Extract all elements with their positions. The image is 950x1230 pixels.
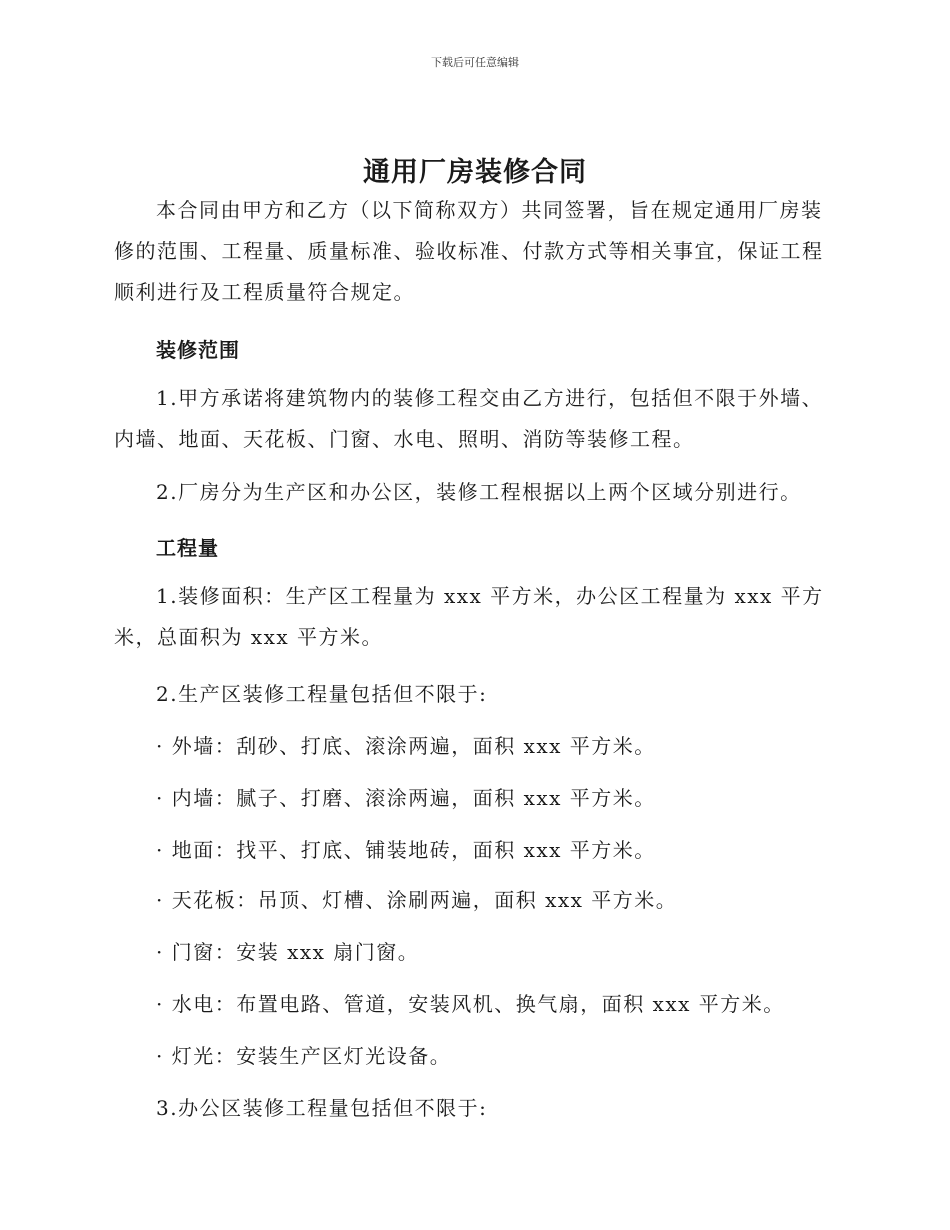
list-item: · 外墙：刮砂、打底、滚涂两遍，面积 xxx 平方米。	[156, 734, 656, 758]
scope-paragraph-1: 1.甲方承诺将建筑物内的装修工程交由乙方进行，包括但不限于外墙、内墙、地面、天花板、门窗、水电、照明、消防等装修工程。	[114, 386, 824, 451]
list-item: · 地面：找平、打底、铺装地砖，面积 xxx 平方米。	[156, 838, 656, 862]
scope-paragraph-2: 2.厂房分为生产区和办公区，装修工程根据以上两个区域分别进行。	[156, 480, 802, 504]
header-note: 下载后可任意编辑	[431, 56, 519, 69]
list-item: · 灯光：安装生产区灯光设备。	[156, 1044, 452, 1068]
list-item: · 天花板：吊顶、灯槽、涂刷两遍，面积 xxx 平方米。	[156, 888, 678, 912]
list-item: · 水电：布置电路、管道，安装风机、换气扇，面积 xxx 平方米。	[156, 992, 785, 1016]
quantity-paragraph-3: 3.办公区装修工程量包括但不限于:	[156, 1096, 488, 1120]
document-title: 通用厂房装修合同	[363, 157, 587, 188]
list-item: · 内墙：腻子、打磨、滚涂两遍，面积 xxx 平方米。	[156, 786, 656, 810]
quantity-paragraph-2: 2.生产区装修工程量包括但不限于:	[156, 682, 488, 706]
intro-paragraph	[114, 190, 834, 313]
intro-text: 本合同由甲方和乙方（以下简称双方）共同签署，旨在规定通用厂房装修的范围、工程量、质量标准、验收标准、付款方式等相关事宜，保证工程顺利进行及工程质量符合规定。	[114, 198, 824, 304]
quantity-paragraph-1: 1.装修面积：生产区工程量为 xxx 平方米，办公区工程量为 xxx 平方米，总面积为 xxx 平方米。	[114, 584, 824, 649]
list-item: · 门窗：安装 xxx 扇门窗。	[156, 940, 420, 964]
section-heading-scope: 装修范围	[156, 338, 240, 362]
section-heading-quantity: 工程量	[156, 536, 219, 560]
